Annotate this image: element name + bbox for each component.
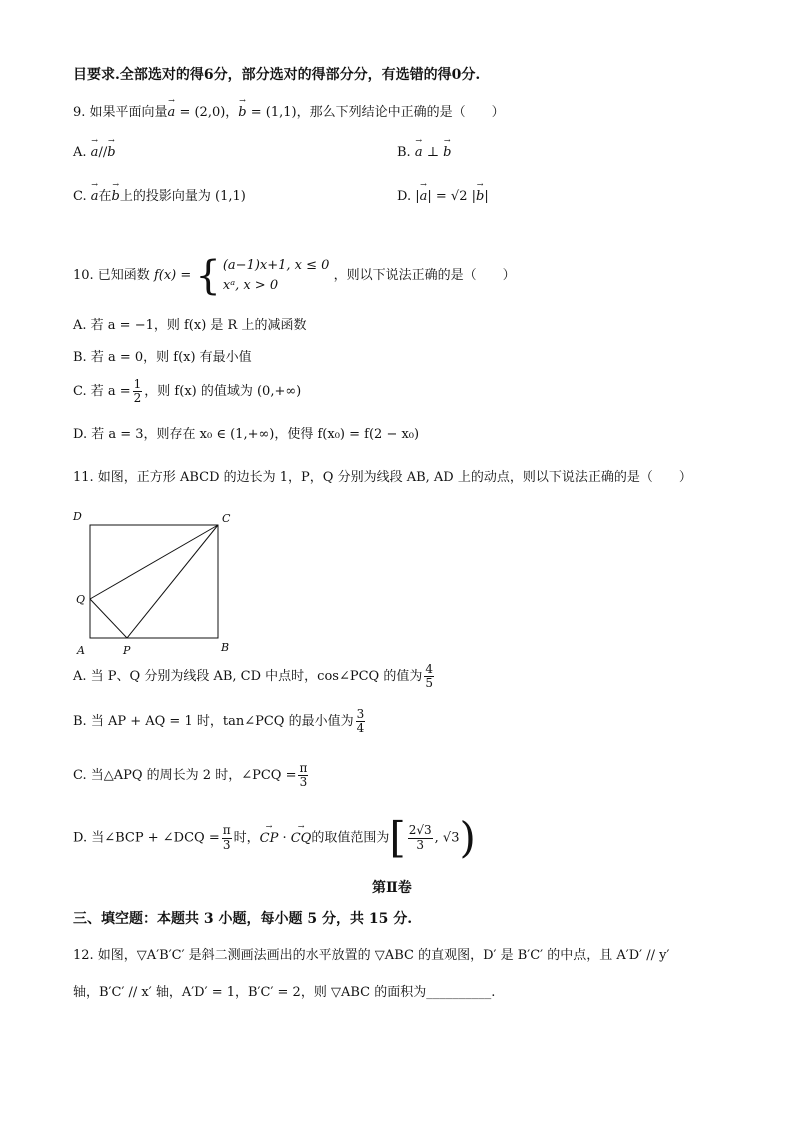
- segment-qc: [90, 525, 218, 599]
- q11-option-a[interactable]: A. 当 P、Q 分别为线段 AB, CD 中点时，cos∠PCQ 的值为 $\frac{4}{5}$: [73, 662, 433, 691]
- label-b: B: [221, 641, 230, 654]
- q10-stem: 10. 已知函数 f(x) = { (a−1)x+1, x ≤ 0 xᵃ, x > 0 ，则以下说法正确的是（ ）: [73, 253, 516, 299]
- fraction: $\frac{1}{2}$: [133, 377, 142, 406]
- answer-blank[interactable]: __________: [426, 985, 492, 1000]
- q10-option-a[interactable]: A. 若 a = −1，则 f(x) 是 R 上的减函数: [73, 318, 307, 333]
- q9-option-a[interactable]: A. → a//→ b: [73, 145, 116, 161]
- label-c: C: [222, 512, 231, 525]
- q12-line-2: 轴，B′C′ // x′ 轴，A′D′ = 1，B′C′ = 2，则 ▽ABC 的面积为__________.: [73, 985, 496, 1000]
- q10-option-b[interactable]: B. 若 a = 0，则 f(x) 有最小值: [73, 350, 252, 365]
- fraction: $\frac{\pi}{3}$: [299, 761, 308, 790]
- q9-option-d[interactable]: D. |→ a| = √2 |→ b|: [397, 189, 489, 205]
- piecewise-function: [195, 253, 330, 299]
- fraction: $\frac{\pi}{3}$: [222, 823, 231, 852]
- q11-option-b[interactable]: B. 当 AP + AQ = 1 时，tan∠PCQ 的最小值为 $\frac{3}{4}$: [73, 707, 365, 736]
- case-1: (a−1)x+1, x ≤ 0: [222, 258, 330, 273]
- q10-option-c[interactable]: C. 若 a = $\frac{1}{2}$ ，则 f(x) 的值域为 (0,+∞): [73, 377, 302, 406]
- label-q: Q: [76, 593, 86, 606]
- q9-option-c[interactable]: C. → a在→ b上的投影向量为 (1,1): [73, 189, 246, 205]
- section-header-instructions: 目要求.全部选对的得6分，部分选对的得部分分，有选错的得0分.: [73, 67, 481, 83]
- q11-stem: 11. 如图，正方形 ABCD 的边长为 1，P，Q 分别为线段 AB, AD 上的动点，则以下说法正确的是（ ）: [73, 470, 692, 485]
- q11-option-c[interactable]: C. 当△APQ 的周长为 2 时，∠PCQ = $\frac{\pi}{3}$: [73, 761, 308, 790]
- segment-qp: [90, 599, 127, 638]
- vector-a: → a: [168, 105, 176, 121]
- fraction: $\frac{4}{5}$: [425, 662, 433, 691]
- vector-cq: → CQ: [291, 831, 312, 847]
- fraction: $\frac{3}{4}$: [356, 707, 365, 736]
- section-3-title: 三、填空题：本题共 3 小题，每小题 5 分，共 15 分.: [73, 911, 413, 927]
- fraction: $\frac{2√3}{3}$: [408, 823, 432, 852]
- square-figure: [70, 508, 250, 658]
- q9-stem: 9. 如果平面向量→ a = (2,0)，→ b = (1,1)，那么下列结论中正确的是（ ）: [73, 105, 505, 121]
- section-2-title: 第Ⅱ卷: [372, 880, 412, 896]
- case-2: xᵃ, x > 0: [222, 278, 279, 293]
- label-a: A: [77, 644, 85, 657]
- q10-option-d[interactable]: D. 若 a = 3，则存在 x₀ ∈ (1,+∞)，使得 f(x₀) = f(2 − x₀): [73, 427, 420, 442]
- vector-cp: → CP: [260, 831, 279, 847]
- label-d: D: [73, 510, 82, 523]
- segment-pc: [127, 525, 218, 638]
- vector-b: → b: [238, 105, 246, 121]
- label-p: P: [123, 644, 131, 657]
- q11-option-d[interactable]: D. 当∠BCP + ∠DCQ = $\frac{\pi}{3}$ 时，→ CP · → CQ的取值范围为[ $\frac{2√3}{3}$ , √3): [73, 818, 476, 858]
- q9-option-b[interactable]: B. → a ⊥ → b: [397, 145, 451, 161]
- q12-line-1: 12. 如图，▽A′B′C′ 是斜二测画法画出的水平放置的 ▽ABC 的直观图，D′ 是 B′C′ 的中点，且 A′D′ // y′: [73, 948, 670, 963]
- left-brace: {: [195, 253, 221, 299]
- square-abcd: [90, 525, 218, 638]
